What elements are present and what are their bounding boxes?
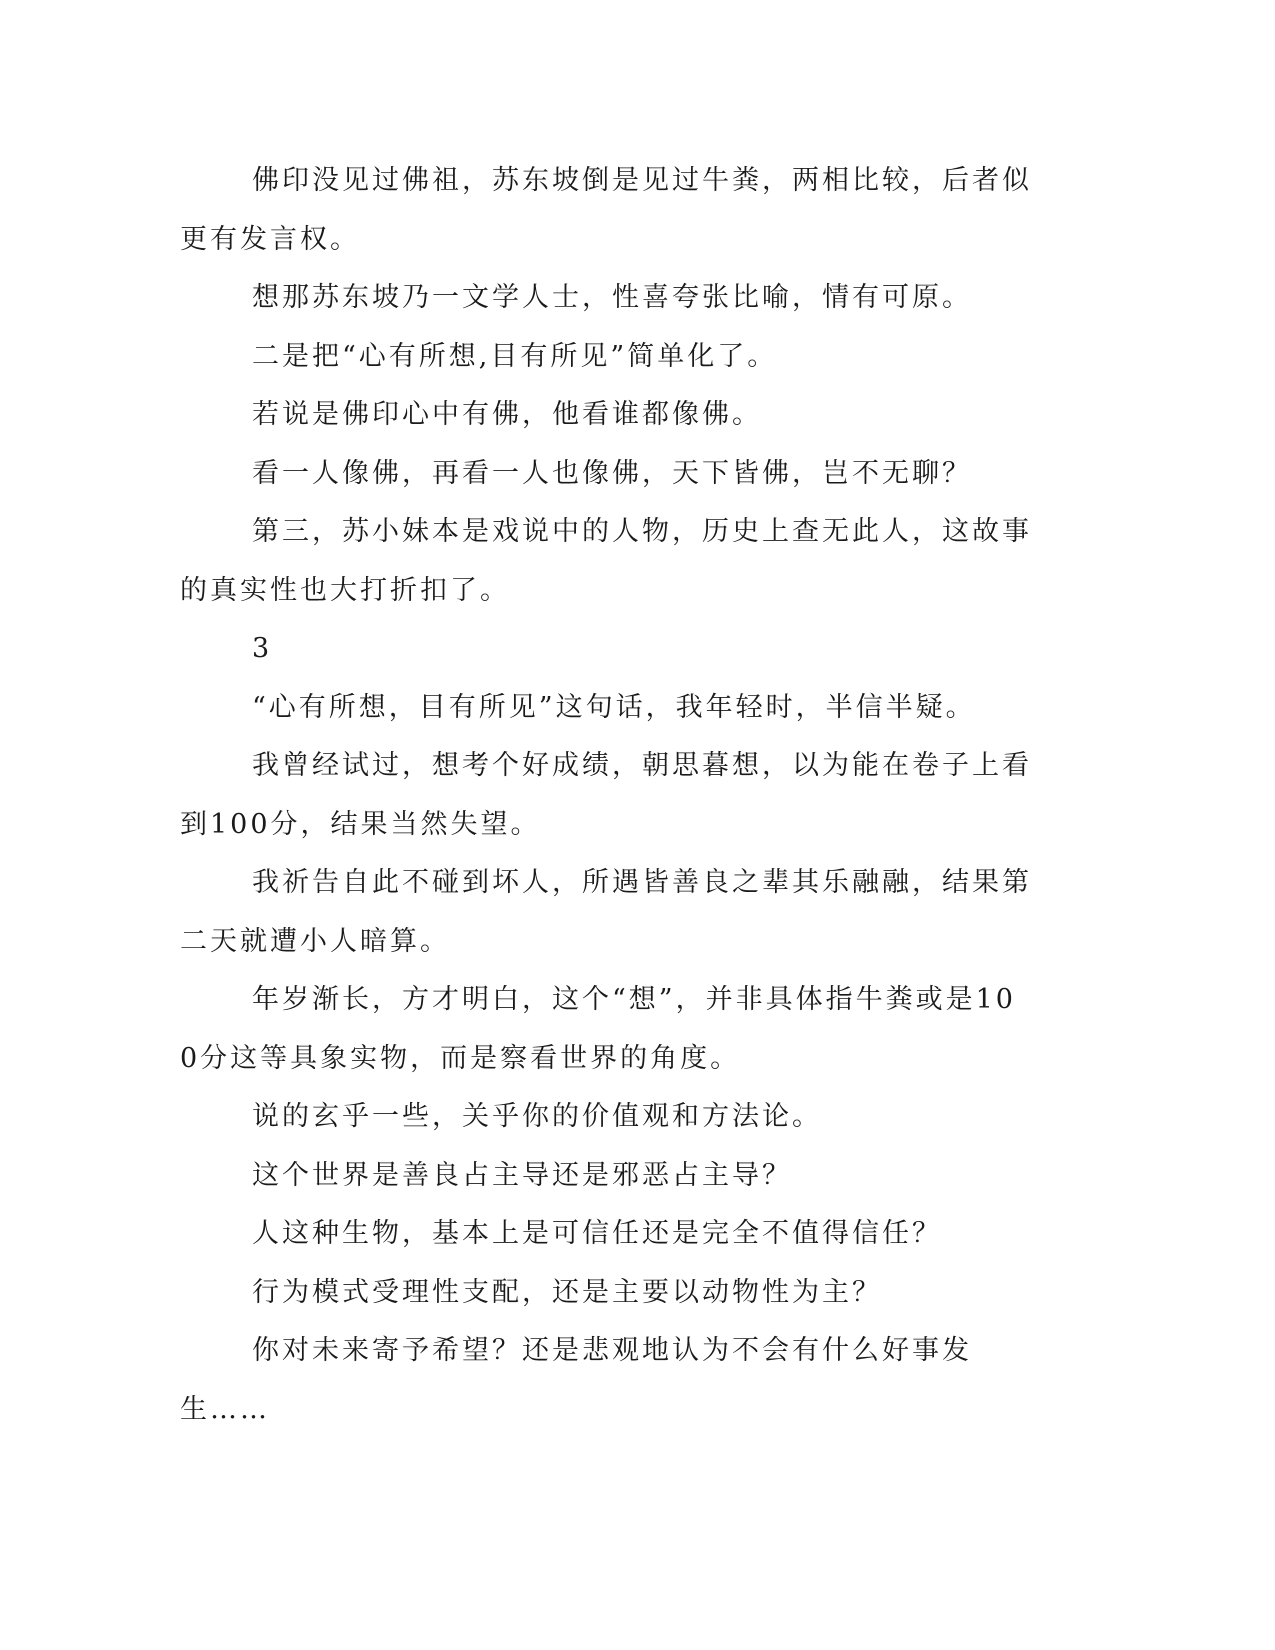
- paragraph-6: 第三，苏小妹本是戏说中的人物，历史上查无此人，这故事的真实性也大打折扣了。: [180, 516, 1032, 606]
- paragraph-13: 人这种生物，基本上是可信任还是完全不值得信任？: [252, 1218, 942, 1249]
- paragraph-1: 佛印没见过佛祖，苏东坡倒是见过牛粪，两相比较，后者似更有发言权。: [180, 165, 1032, 255]
- section-number: 3: [252, 633, 273, 664]
- paragraph-12: 这个世界是善良占主导还是邪恶占主导？: [252, 1159, 792, 1191]
- paragraph-2: 想那苏东坡乃一文学人士，性喜夸张比喻，情有可原。: [252, 282, 972, 313]
- paragraph-7: “心有所想，目有所见”这句话，我年轻时，半信半疑。: [252, 691, 976, 723]
- paragraph-8: 我曾经试过，想考个好成绩，朝思暮想，以为能在卷子上看到100分，结果当然失望。: [180, 750, 1032, 840]
- paragraph-9: 我祈告自此不碰到坏人，所遇皆善良之辈其乐融融，结果第二天就遭小人暗算。: [180, 867, 1032, 957]
- paragraph-5: 看一人像佛，再看一人也像佛，天下皆佛，岂不无聊？: [252, 457, 972, 489]
- document-body: [180, 152, 1032, 1439]
- paragraph-3: 二是把“心有所想,目有所见”简单化了。: [252, 340, 778, 372]
- paragraph-10: 年岁渐长，方才明白，这个“想”，并非具体指牛粪或是100分这等具象实物，而是察看世界的角度。: [180, 984, 1016, 1074]
- paragraph-11: 说的玄乎一些，关乎你的价值观和方法论。: [252, 1101, 822, 1132]
- paragraph-15: 你对未来寄予希望？还是悲观地认为不会有什么好事发生……: [180, 1335, 972, 1425]
- paragraph-14: 行为模式受理性支配，还是主要以动物性为主？: [252, 1276, 882, 1308]
- paragraph-4: 若说是佛印心中有佛，他看谁都像佛。: [252, 399, 762, 430]
